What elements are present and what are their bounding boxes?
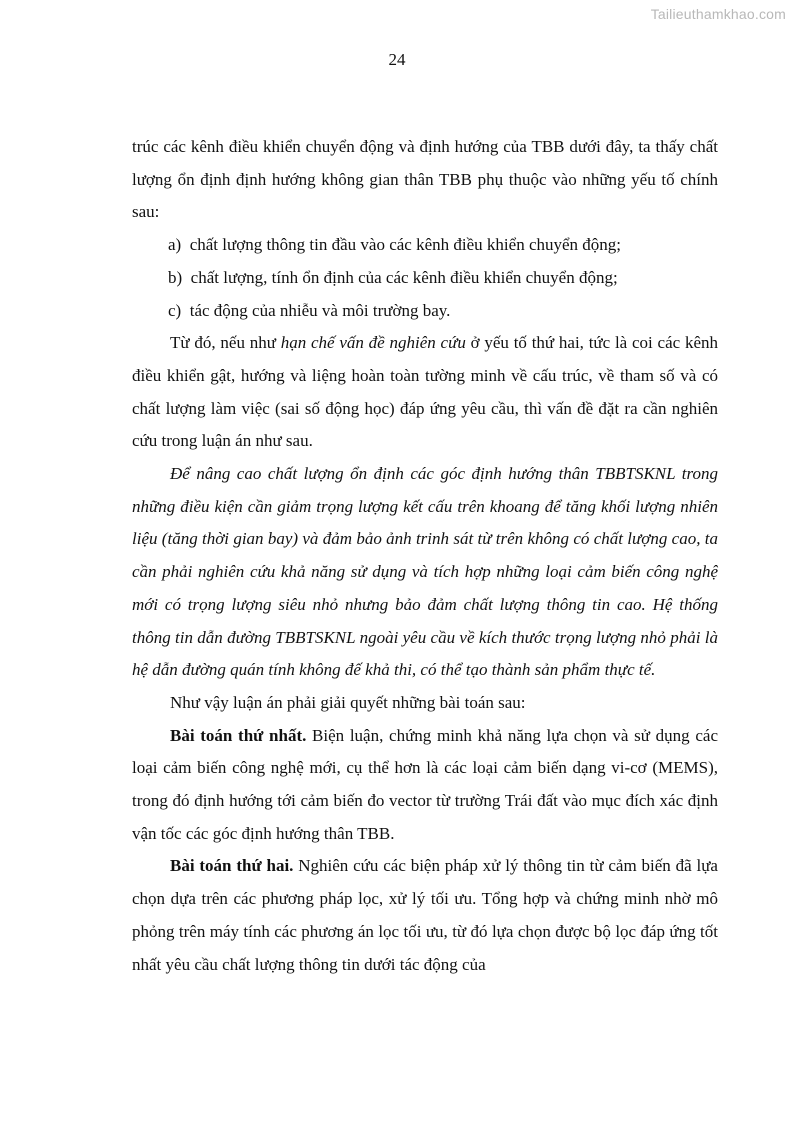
document-body: [132, 131, 718, 981]
list-item-text: chất lượng, tính ổn định của các kênh điều khiển chuyển động;: [190, 267, 618, 287]
list-item-b: [132, 262, 718, 295]
list-item-text: chất lượng thông tin đầu vào các kênh điều khiển chuyển động;: [189, 235, 622, 255]
paragraph-scope-end: ở yếu tố thứ hai, tức là coi các kênh điều khiển gật, hướng và liệng hoàn toàn tường minh về cấu trúc, về tham số và có chất lượng làm việc (sai số động học) đáp ứng yêu cầu, thì vấn đề đặt ra cần nghiên cứu trong luận án như sau.: [132, 333, 718, 451]
list-item-a: [132, 229, 718, 262]
paragraph-problem-statement: Để nâng cao chất lượng ổn định các góc định hướng thân TBBTSKNL trong những điều kiện cần giảm trọng lượng kết cấu trên khoang để tăng khối lượng nhiên liệu (tăng thời gian bay) và đảm bảo ảnh trinh sát từ trên không có chất lượng cao, ta cần phải nghiên cứu khả năng sử dụng và tích hợp những loại cảm biến công nghệ mới có trọng lượng siêu nhỏ nhưng bảo đảm chất lượng thông tin cao. Hệ thống thông tin dẫn đường TBBTSKNL ngoài yêu cầu về kích thước trọng lượng nhỏ phải là hệ dẫn đường quán tính không đế khả thi, có thể tạo thành sản phẩm thực tế.: [132, 464, 718, 680]
paragraph-tasks-intro: Như vậy luận án phải giải quyết những bài toán sau:: [170, 692, 526, 712]
paragraph-problem-2: [132, 850, 718, 981]
problem-2-text: Nghiên cứu các biện pháp xử lý thông tin từ cảm biến đã lựa chọn dựa trên các phương pháp lọc, xử lý tối ưu. Tổng hợp và chứng minh nhờ mô phỏng trên máy tính các phương án lọc tối ưu, từ đó lựa chọn được bộ lọc đáp ứng tốt nhất yêu cầu chất lượng thông tin dưới tác động của: [132, 856, 718, 974]
paragraph-scope-emphasis: hạn chế vấn đề nghiên cứu: [280, 333, 466, 353]
list-marker: b): [168, 267, 183, 287]
paragraph-problem-1: [132, 720, 718, 851]
paragraph-scope: [132, 327, 718, 458]
problem-1-text: Biện luận, chứng minh khả năng lựa chọn và sử dụng các loại cảm biến công nghệ mới, cụ thể hơn là các loại cảm biến dạng vi-cơ (MEMS), trong đó định hướng tới cảm biến đo vector từ trường Trái đất vào mục đích xác định vận tốc các góc định hướng thân TBB.: [132, 725, 718, 843]
list-marker: a): [168, 235, 182, 255]
list-marker: c): [168, 300, 182, 320]
list-item-c: [132, 295, 718, 328]
watermark: Tailieuthamkhao.com: [650, 6, 786, 22]
problem-2-title: Bài toán thứ hai.: [170, 856, 294, 876]
list-item-text: tác động của nhiễu và môi trường bay.: [189, 300, 451, 320]
paragraph-scope-start: Từ đó, nếu như: [170, 333, 281, 353]
paragraph-continuation: trúc các kênh điều khiển chuyển động và định hướng của TBB dưới đây, ta thấy chất lượng ổn định định hướng không gian thân TBB phụ thuộc vào những yếu tố chính sau:: [132, 137, 718, 222]
page-number: 24: [388, 50, 406, 69]
problem-1-title: Bài toán thứ nhất.: [170, 725, 307, 745]
